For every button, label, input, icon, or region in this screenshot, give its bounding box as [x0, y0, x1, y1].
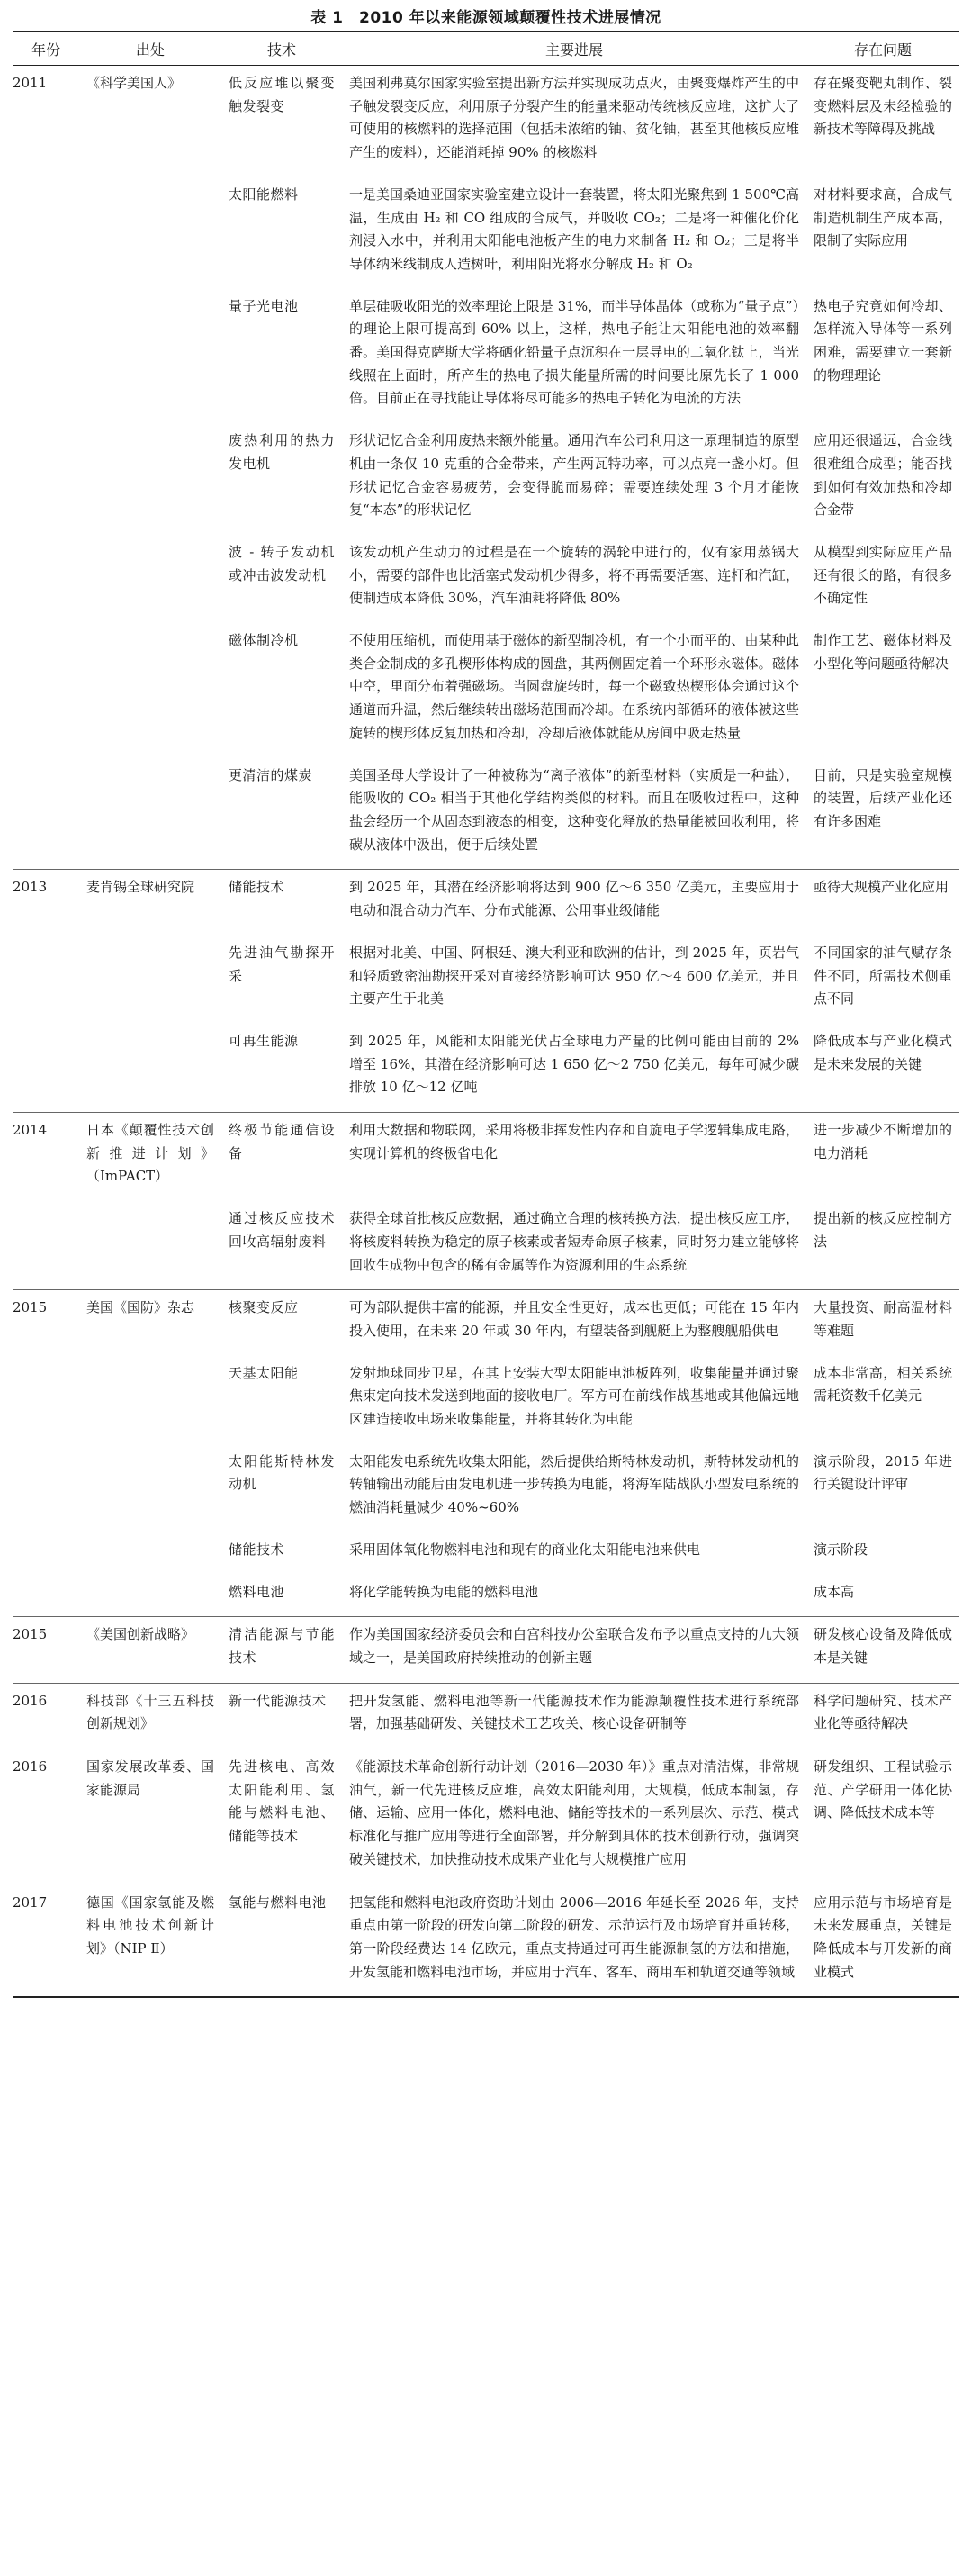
cell-progress [342, 1885, 806, 1997]
cell-issue [806, 1024, 959, 1113]
document-page [13, 0, 959, 2576]
cell-tech-text: 量子光电池 [229, 297, 299, 314]
cell-issue [806, 1749, 959, 1885]
table-row [13, 758, 959, 870]
cell-tech [221, 1885, 342, 1997]
table-row [13, 1290, 959, 1356]
cell-issue [806, 1113, 959, 1202]
cell-year [13, 935, 79, 1024]
cell-issue [806, 289, 959, 424]
cell-progress [342, 423, 806, 535]
table-row [13, 66, 959, 177]
cell-progress [342, 177, 806, 289]
cell-progress [342, 1113, 806, 1202]
cell-issue [806, 870, 959, 935]
cell-progress [342, 1749, 806, 1885]
cell-issue [806, 177, 959, 289]
cell-source [79, 758, 221, 870]
table-body [13, 66, 959, 1998]
table-row [13, 1532, 959, 1575]
cell-source-text [86, 535, 214, 554]
cell-tech-text: 终极节能通信设备 [229, 1122, 335, 1161]
cell-year-text [13, 935, 79, 954]
cell-tech-text: 先进核电、高效太阳能利用、氢能与燃料电池、储能等技术 [229, 1758, 335, 1845]
cell-tech-text: 天基太阳能 [229, 1364, 299, 1381]
cell-source-text [86, 935, 214, 954]
cell-year [13, 66, 79, 177]
cell-progress-text: 太阳能发电系统先收集太阳能，然后提供给斯特林发动机，斯特林发动机的转轴输出动能后由发电机进一步转换为电能，将海军陆战队小型发电系统的燃油消耗量减少 40%~60% [349, 1452, 799, 1516]
cell-source [79, 1444, 221, 1532]
cell-progress-text: 到 2025 年，风能和太阳能光伏占全球电力产量的比例可能由目前的 2% 增至 16%，其潜在经济影响可达 1 650 亿～2 750 亿美元，每年可减少碳排放 10 亿～12 亿吨 [349, 1032, 799, 1096]
cell-progress [342, 935, 806, 1024]
cell-issue [806, 1617, 959, 1683]
table-row [13, 1885, 959, 1997]
cell-source-text: 《美国创新战略》 [86, 1626, 195, 1643]
cell-year-text: 2015 [13, 1626, 48, 1643]
header-source: 出处 [79, 32, 221, 66]
cell-issue-text: 演示阶段，2015 年进行关键设计评审 [814, 1452, 952, 1493]
cell-issue-text: 进一步减少不断增加的电力消耗 [814, 1122, 952, 1161]
tech-progress-table [13, 31, 959, 1998]
cell-progress [342, 1617, 806, 1683]
cell-progress-text: 获得全球首批核反应数据，通过确立合理的核转换方法，提出核反应工序，将核废料转换为稳定的原子核素或者短寿命原子核素，同时努力建立能够将回收生成物中包含的稀有金属等作为资源利用的生态系统 [349, 1210, 799, 1273]
cell-issue-text: 成本非常高，相关系统需耗资数千亿美元 [814, 1364, 952, 1405]
cell-progress-text: 该发动机产生动力的过程是在一个旋转的涡轮中进行的，仅有家用蒸锅大小，需要的部件也比活塞式发动机少得多，将不再需要活塞、连杆和汽缸，使制造成本降低 30%，汽车油耗将降低 80% [349, 543, 799, 607]
table-row [13, 1749, 959, 1885]
cell-source [79, 289, 221, 424]
cell-progress-text: 一是美国桑迪亚国家实验室建立设计一套装置，将太阳光聚焦到 1 500℃高温，生成由 H₂ 和 CO 组成的合成气，并吸收 CO₂；二是将一种催化价化剂浸入水中，并利用太阳能电池板产生的电力来制备 H₂ 和 O₂；三是将半导体纳米线制成人造树叶，利用阳光将水分解成 H₂ 和 O₂ [349, 185, 799, 272]
cell-issue-text: 目前，只是实验室规模的装置，后续产业化还有许多困难 [814, 766, 952, 829]
cell-tech-text: 磁体制冷机 [229, 632, 299, 649]
cell-progress [342, 1356, 806, 1444]
cell-year [13, 1201, 79, 1290]
cell-progress [342, 66, 806, 177]
cell-progress [342, 1575, 806, 1617]
cell-issue [806, 1683, 959, 1749]
cell-source-text [86, 1356, 214, 1375]
cell-issue [806, 1290, 959, 1356]
cell-year [13, 1356, 79, 1444]
cell-issue-text: 研发核心设备及降低成本是关键 [814, 1626, 952, 1666]
cell-source-text: 《科学美国人》 [86, 75, 182, 91]
cell-tech-text: 波 - 转子发动机或冲击波发动机 [229, 543, 335, 583]
cell-source [79, 535, 221, 623]
cell-source [79, 935, 221, 1024]
cell-year-text: 2016 [13, 1758, 48, 1776]
cell-tech-text: 氢能与燃料电池 [229, 1894, 327, 1911]
cell-issue [806, 623, 959, 758]
cell-issue [806, 66, 959, 177]
cell-source-text [86, 423, 214, 442]
table-title: 表 1 2010 年以来能源领域颠覆性技术进展情况 [310, 8, 662, 27]
cell-year [13, 289, 79, 424]
cell-tech-text: 储能技术 [229, 1541, 285, 1558]
cell-progress-text: 可为部队提供丰富的能源，并且安全性更好，成本也更低；可能在 15 年内投入使用，在未来 20 年或 30 年内，有望装备到舰艇上为整艘舰船供电 [349, 1299, 799, 1339]
cell-year-text [13, 535, 79, 554]
cell-issue-text: 提出新的核反应控制方法 [814, 1210, 952, 1250]
cell-year-text [13, 1532, 79, 1551]
cell-issue-text: 应用还很遥远，合金线很难组合成型；能否找到如何有效加热和冷却合金带 [814, 432, 952, 519]
cell-issue [806, 1444, 959, 1532]
cell-tech [221, 1201, 342, 1290]
cell-progress-text: 到 2025 年，其潜在经济影响将达到 900 亿～6 350 亿美元，主要应用于电动和混合动力汽车、分布式能源、公用事业级储能 [349, 879, 799, 919]
cell-source [79, 423, 221, 535]
cell-progress-text: 根据对北美、中国、阿根廷、澳大利亚和欧洲的估计，到 2025 年，页岩气和轻质致密油勘探开采对直接经济影响可达 950 亿～4 600 亿美元，并且主要产生于北美 [349, 944, 799, 1008]
cell-year [13, 1575, 79, 1617]
cell-progress [342, 1444, 806, 1532]
cell-source-text: 美国《国防》杂志 [86, 1299, 195, 1316]
table-row [13, 1356, 959, 1444]
cell-year [13, 1532, 79, 1575]
header-issue: 存在问题 [806, 32, 959, 66]
cell-tech [221, 1683, 342, 1749]
cell-progress-text: 利用大数据和物联网，采用将极非挥发性内存和自旋电子学逻辑集成电路，实现计算机的终极省电化 [349, 1122, 799, 1161]
cell-source [79, 1024, 221, 1113]
cell-year-text [13, 423, 79, 442]
cell-source-text: 麦肯锡全球研究院 [86, 879, 195, 896]
cell-tech-text: 储能技术 [229, 879, 285, 896]
cell-issue-text: 制作工艺、磁体材料及小型化等问题亟待解决 [814, 632, 952, 672]
cell-source-text [86, 1575, 214, 1594]
cell-source [79, 870, 221, 935]
cell-year [13, 177, 79, 289]
cell-progress-text: 采用固体氧化物燃料电池和现有的商业化太阳能电池来供电 [349, 1541, 701, 1558]
cell-issue-text: 应用示范与市场培育是未来发展重点，关键是降低成本与开发新的商业模式 [814, 1894, 952, 1980]
cell-issue [806, 1532, 959, 1575]
cell-issue-text: 科学问题研究、技术产业化等亟待解决 [814, 1692, 952, 1732]
cell-year [13, 1749, 79, 1885]
table-row [13, 1113, 959, 1202]
cell-source [79, 1575, 221, 1617]
cell-tech [221, 1113, 342, 1202]
cell-tech [221, 423, 342, 535]
cell-tech-text: 核聚变反应 [229, 1299, 299, 1316]
cell-source [79, 1683, 221, 1749]
cell-source [79, 1617, 221, 1683]
cell-progress [342, 1201, 806, 1290]
cell-source-text: 国家发展改革委、国家能源局 [86, 1758, 214, 1798]
cell-source-text [86, 1444, 214, 1463]
cell-year [13, 758, 79, 870]
table-row [13, 935, 959, 1024]
cell-issue [806, 758, 959, 870]
cell-tech [221, 66, 342, 177]
cell-progress [342, 870, 806, 935]
cell-tech [221, 870, 342, 935]
cell-year-text [13, 758, 79, 777]
cell-tech-text: 可再生能源 [229, 1032, 299, 1049]
table-row [13, 1617, 959, 1683]
cell-issue [806, 1201, 959, 1290]
cell-year-text [13, 177, 79, 196]
cell-issue [806, 535, 959, 623]
cell-year-text: 2011 [13, 75, 48, 91]
cell-tech [221, 1617, 342, 1683]
cell-progress-text: 把开发氢能、燃料电池等新一代能源技术作为能源颠覆性技术进行系统部署，加强基础研发、关键技术工艺攻关、核心设备研制等 [349, 1692, 799, 1732]
cell-progress [342, 1532, 806, 1575]
cell-tech-text: 太阳能斯特林发动机 [229, 1452, 335, 1493]
cell-progress-text: 形状记忆合金利用废热来额外能量。通用汽车公司利用这一原理制造的原型机由一条仅 10 克重的合金带来，产生两瓦特功率，可以点亮一盏小灯。但形状记忆合金容易疲劳，会变得脆而易碎；需要连续处理 3 个月才能恢复“本态”的形状记忆 [349, 432, 799, 519]
cell-progress [342, 623, 806, 758]
cell-year-text [13, 1201, 79, 1220]
cell-tech [221, 1532, 342, 1575]
table-row [13, 535, 959, 623]
cell-tech [221, 1444, 342, 1532]
cell-source [79, 1201, 221, 1290]
cell-issue-text: 亟待大规模产业化应用 [814, 879, 950, 896]
cell-progress-text: 美国圣母大学设计了一种被称为“离子液体”的新型材料（实质是一种盐），能吸收的 CO₂ 相当于其他化学结构类似的材料。而且在吸收过程中，这种盐会经历一个从固态到液态的相变，这种变化释放的热量能被回收利用，将碳从液体中汲出，便于后续处置 [349, 766, 799, 853]
cell-year [13, 623, 79, 758]
cell-tech [221, 1024, 342, 1113]
cell-issue-text: 不同国家的油气赋存条件不同，所需技术侧重点不同 [814, 944, 952, 1008]
cell-source-text [86, 758, 214, 777]
cell-year [13, 1113, 79, 1202]
cell-issue [806, 1356, 959, 1444]
cell-progress-text: 把氢能和燃料电池政府资助计划由 2006—2016 年延长至 2026 年，支持重点由第一阶段的研发向第二阶段的研发、示范运行及市场培育并重转移，第一阶段经费达 14 亿欧元，重点支持通过可再生能源制氢的方法和措施，开发氢能和燃料电池市场，并应用于汽车、客车、商用车和轨道交通等领域 [349, 1894, 799, 1980]
cell-year [13, 1024, 79, 1113]
cell-tech-text: 太阳能燃料 [229, 185, 299, 203]
cell-progress-text: 将化学能转换为电能的燃料电池 [349, 1583, 539, 1600]
cell-source-text: 科技部《十三五科技创新规划》 [86, 1692, 214, 1732]
cell-year [13, 423, 79, 535]
cell-tech [221, 935, 342, 1024]
cell-year [13, 535, 79, 623]
cell-tech-text: 更清洁的煤炭 [229, 766, 313, 783]
header-year: 年份 [13, 32, 79, 66]
cell-issue-text: 存在聚变靶丸制作、裂变燃料层及未经检验的新技术等障碍及挑战 [814, 75, 952, 138]
cell-progress-text: 《能源技术革命创新行动计划（2016—2030 年）》重点对清洁煤，非常规油气，新一代先进核反应堆，高效太阳能利用，大规模，低成本制氢，存储、运输、应用一体化，燃料电池、储能等技术的一系列层次、示范、模式标准化与推广应用等进行全面部署，并分解到具体的技术创新行动，强调突破关键技术，加快推动技术成果产业化与大规模推广应用 [349, 1758, 799, 1867]
cell-year [13, 1617, 79, 1683]
cell-source-text: 德国《国家氢能及燃料电池技术创新计划》（NIP Ⅱ） [86, 1894, 214, 1957]
cell-source [79, 1885, 221, 1997]
cell-tech-text: 新一代能源技术 [229, 1692, 327, 1709]
cell-tech-text: 清洁能源与节能技术 [229, 1626, 335, 1666]
cell-issue-text: 从模型到实际应用产品还有很长的路，有很多不确定性 [814, 543, 952, 607]
cell-issue-text: 对材料要求高，合成气制造机制生产成本高，限制了实际应用 [814, 185, 952, 249]
cell-progress [342, 535, 806, 623]
header-tech: 技术 [221, 32, 342, 66]
table-row [13, 1444, 959, 1532]
cell-progress-text: 发射地球同步卫星，在其上安装大型太阳能电池板阵列，收集能量并通过聚焦束定向技术发送到地面的接收电厂。军方可在前线作战基地或其他偏远地区建造接收电场来收集能量，并将其转化为电能 [349, 1364, 799, 1428]
cell-progress [342, 1290, 806, 1356]
cell-source [79, 1532, 221, 1575]
cell-issue-text: 热电子究竟如何冷却、怎样流入导体等一系列困难，需要建立一套新的物理理论 [814, 297, 952, 384]
cell-source-text: 日本《颠覆性技术创新推进计划》（ImPACT） [86, 1122, 214, 1185]
cell-tech-text: 废热利用的热力发电机 [229, 432, 335, 472]
table-row [13, 177, 959, 289]
cell-source-text [86, 1024, 214, 1043]
cell-year-text: 2017 [13, 1894, 48, 1911]
cell-progress-text: 作为美国国家经济委员会和白宫科技办公室联合发布予以重点支持的九大领域之一，是美国政府持续推动的创新主题 [349, 1626, 799, 1666]
table-row [13, 1575, 959, 1617]
cell-issue-text: 大量投资、耐高温材料等难题 [814, 1299, 952, 1339]
cell-tech [221, 177, 342, 289]
cell-progress-text: 不使用压缩机，而使用基于磁体的新型制冷机，有一个小而平的、由某种此类合金制成的多孔楔形体构成的圆盘，其两侧固定着一个环形永磁体。磁体中空，里面分布着强磁场。当圆盘旋转时，每一个磁致热楔形体会通过这个通道而升温，然后继续转出磁场范围而冷却。在系统内部循环的液体被这些旋转的楔形体反复加热和冷却，冷却后液体就能从房间中吸走热量 [349, 632, 799, 741]
cell-source [79, 66, 221, 177]
table-row [13, 623, 959, 758]
cell-year [13, 1885, 79, 1997]
cell-source [79, 1113, 221, 1202]
cell-tech-text: 通过核反应技术回收高辐射废料 [229, 1210, 335, 1250]
cell-progress [342, 758, 806, 870]
cell-issue-text: 降低成本与产业化模式是未来发展的关键 [814, 1032, 952, 1072]
cell-tech [221, 623, 342, 758]
cell-tech [221, 1575, 342, 1617]
cell-tech [221, 1356, 342, 1444]
cell-tech-text: 先进油气勘探开采 [229, 944, 335, 984]
cell-source [79, 623, 221, 758]
cell-issue-text: 演示阶段 [814, 1541, 868, 1558]
cell-source-text [86, 1532, 214, 1551]
cell-tech-text: 燃料电池 [229, 1583, 285, 1600]
cell-tech [221, 289, 342, 424]
cell-source [79, 1356, 221, 1444]
cell-year-text [13, 623, 79, 642]
cell-year [13, 1444, 79, 1532]
table-row [13, 289, 959, 424]
cell-year-text: 2016 [13, 1692, 48, 1709]
table-row [13, 423, 959, 535]
cell-progress-text: 单层硅吸收阳光的效率理论上限是 31%，而半导体晶体（或称为“量子点”）的理论上限可提高到 60% 以上，这样，热电子能让太阳能电池的效率翻番。美国得克萨斯大学将硒化铅量子点沉积在一层导电的二氧化钛上，当光线照在上面时，所产生的热电子损失能量所需的时间要比原先长了 1 000 倍。目前正在寻找能让导体将尽可能多的热电子转化为电流的方法 [349, 297, 799, 407]
cell-tech [221, 1290, 342, 1356]
cell-tech [221, 1749, 342, 1885]
cell-progress [342, 1024, 806, 1113]
cell-year-text [13, 1575, 79, 1594]
cell-source-text [86, 177, 214, 196]
cell-progress [342, 1683, 806, 1749]
table-row [13, 1201, 959, 1290]
cell-year-text: 2015 [13, 1299, 48, 1316]
cell-source-text [86, 289, 214, 308]
cell-year [13, 1290, 79, 1356]
cell-issue [806, 423, 959, 535]
cell-year [13, 870, 79, 935]
table-row [13, 870, 959, 935]
cell-issue-text: 成本高 [814, 1583, 855, 1600]
cell-issue [806, 1575, 959, 1617]
cell-year-text: 2014 [13, 1122, 48, 1139]
cell-issue [806, 935, 959, 1024]
cell-source-text [86, 623, 214, 642]
table-row [13, 1683, 959, 1749]
table-row [13, 1024, 959, 1113]
cell-year-text [13, 1356, 79, 1375]
cell-issue [806, 1885, 959, 1997]
header-progress: 主要进展 [342, 32, 806, 66]
cell-progress [342, 289, 806, 424]
cell-tech [221, 535, 342, 623]
cell-issue-text: 研发组织、工程试验示范、产学研用一体化协调、降低技术成本等 [814, 1758, 952, 1821]
cell-source [79, 1290, 221, 1356]
cell-source-text [86, 1201, 214, 1220]
table-header-row [13, 32, 959, 66]
cell-source [79, 177, 221, 289]
cell-year-text: 2013 [13, 879, 48, 896]
cell-tech [221, 758, 342, 870]
cell-year-text [13, 289, 79, 308]
cell-tech-text: 低反应堆以聚变触发裂变 [229, 75, 335, 114]
cell-year-text [13, 1024, 79, 1043]
cell-progress-text: 美国利弗莫尔国家实验室提出新方法并实现成功点火，由聚变爆炸产生的中子触发裂变反应，利用原子分裂产生的能量来驱动传统核反应堆，这扩大了可使用的核燃料的选择范围（包括未浓缩的铀、贫化铀，甚至其他核反应堆产生的废料），还能消耗掉 90% 的核燃料 [349, 75, 799, 161]
cell-year [13, 1683, 79, 1749]
cell-year-text [13, 1444, 79, 1463]
cell-source [79, 1749, 221, 1885]
